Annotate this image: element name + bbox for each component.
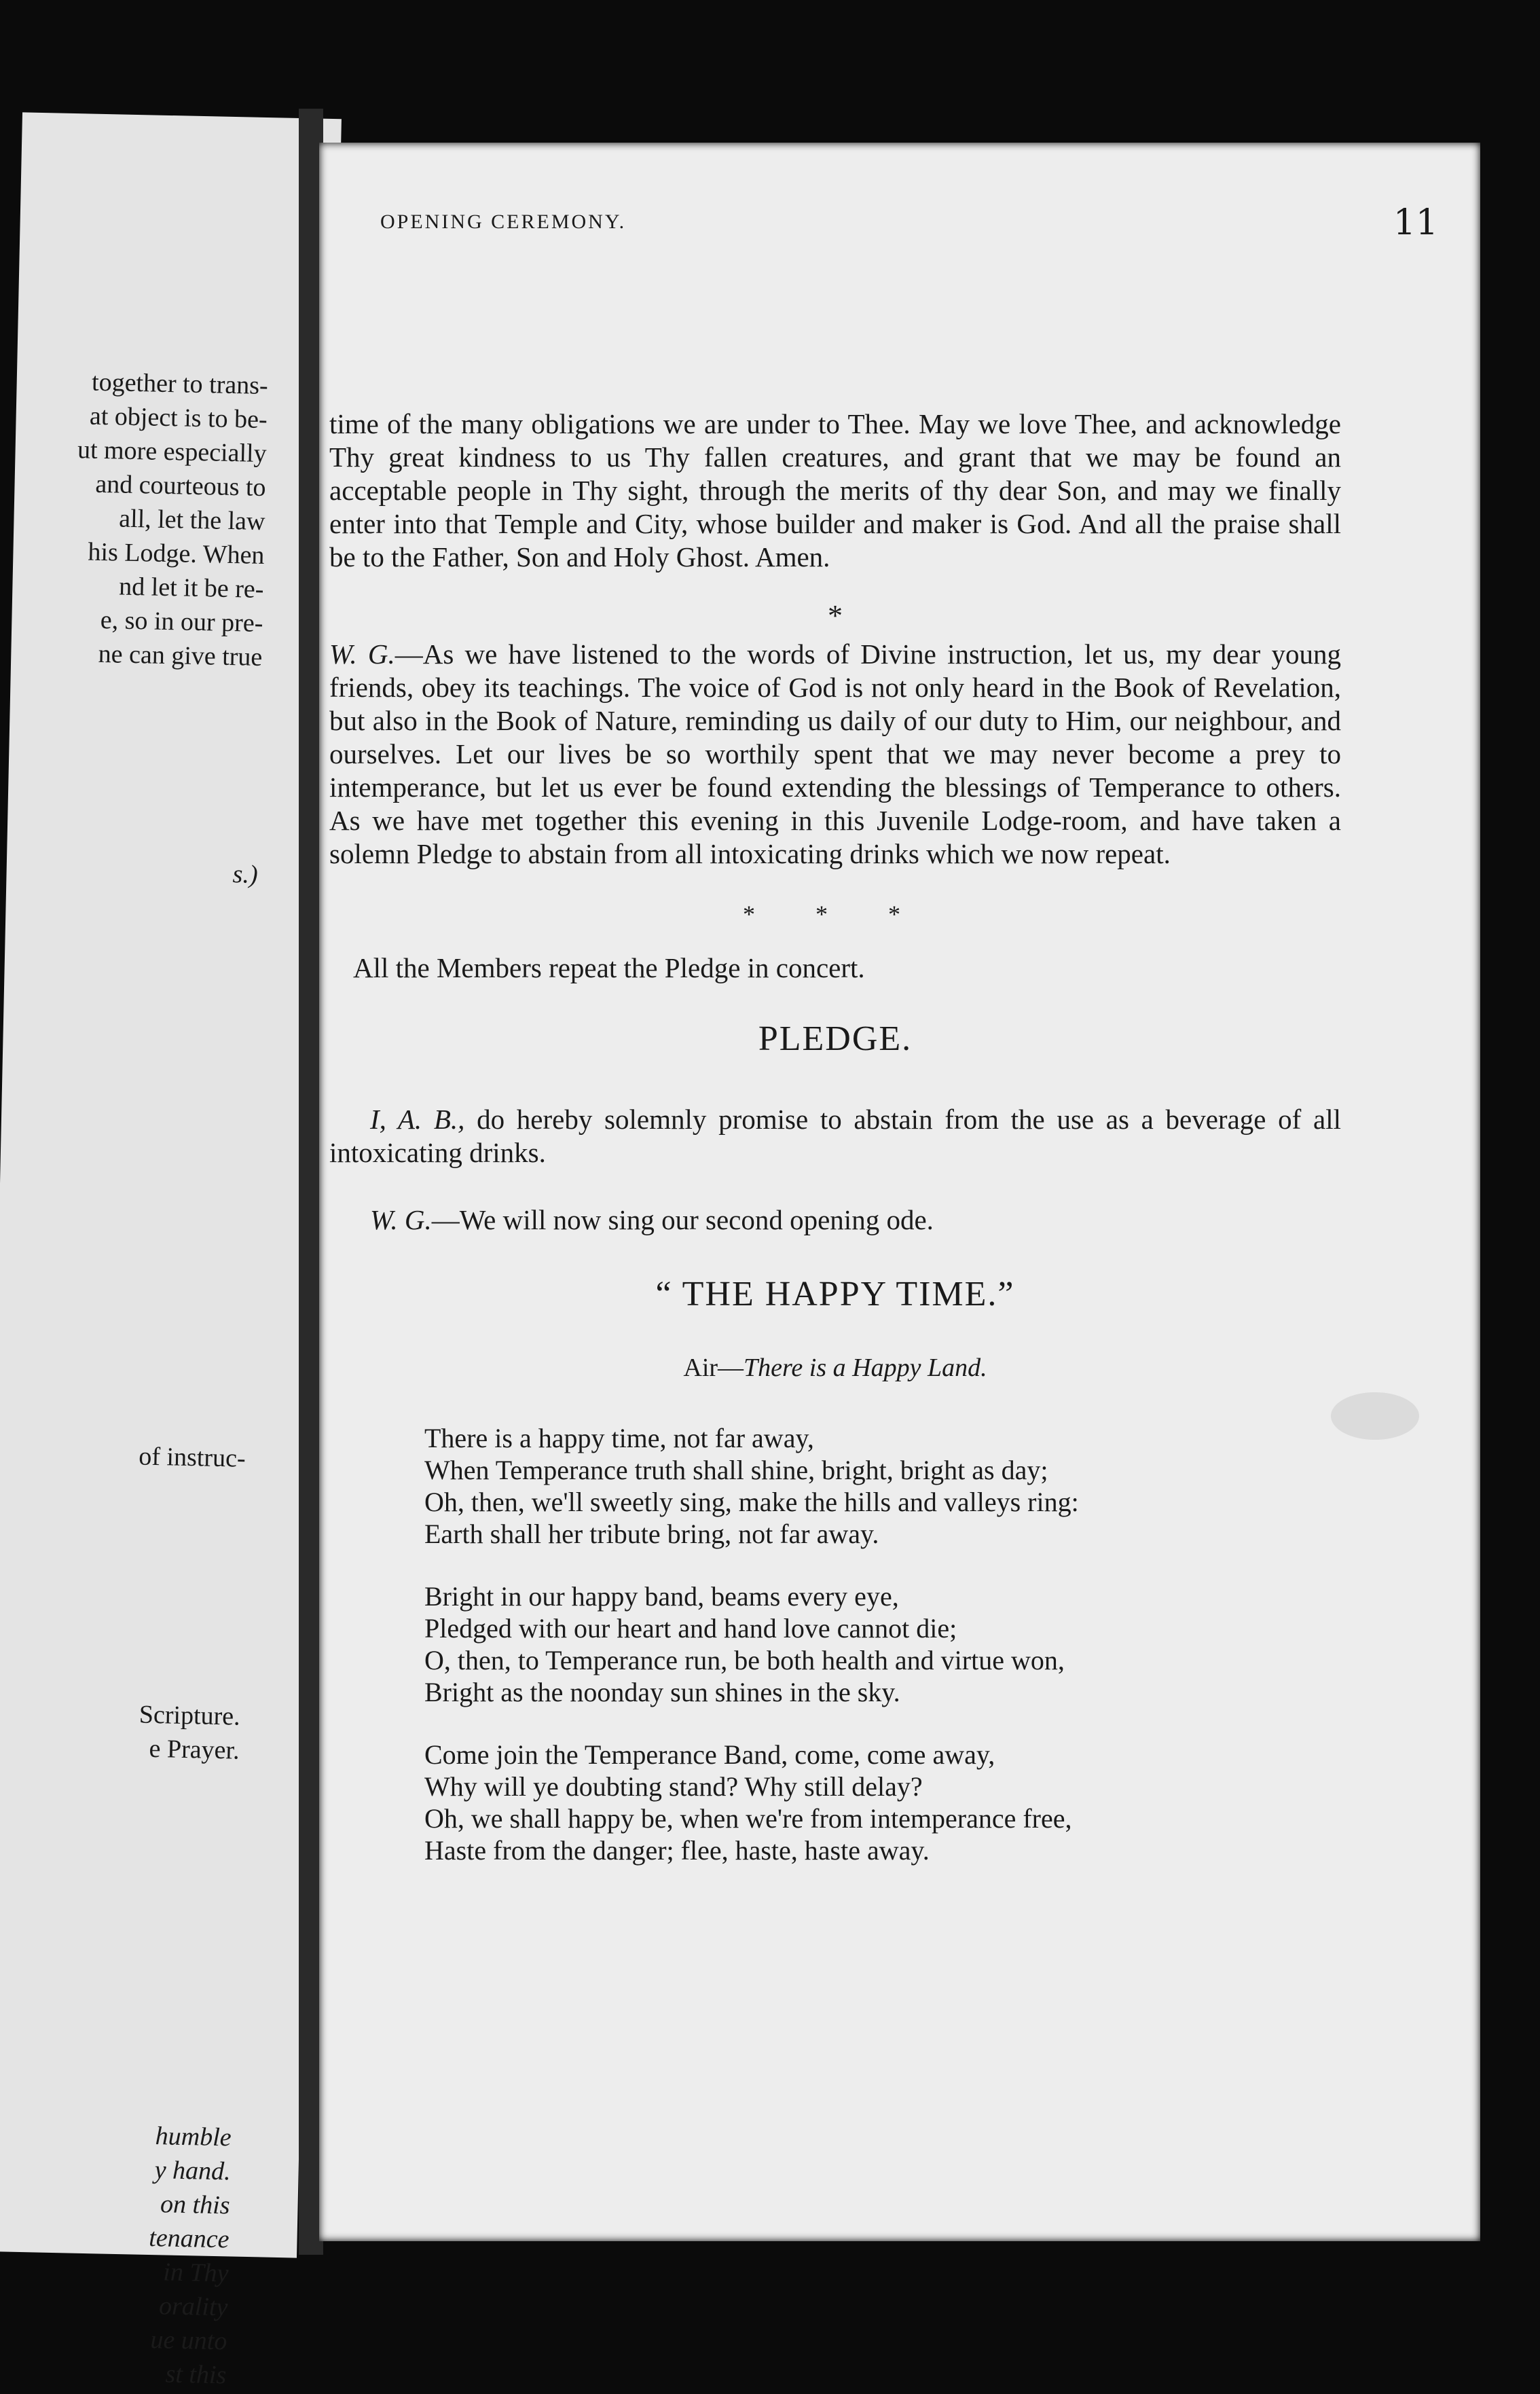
- left-page-text-5: [146, 2119, 232, 2392]
- ode-line: Bright in our happy band, beams every eye,: [424, 1581, 899, 1612]
- ode-stanza: [424, 1739, 1341, 1866]
- running-title: OPENING CEREMONY.: [380, 211, 627, 233]
- ode-stanza: [424, 1422, 1341, 1550]
- left-page-line: st this: [165, 2359, 227, 2390]
- left-page-line: y hand.: [154, 2156, 232, 2186]
- left-page-line: ut more especially: [77, 435, 268, 469]
- section-star: *: [828, 599, 843, 632]
- ode-stanza: [424, 1580, 1341, 1708]
- ode-line: Why will ye doubting stand? Why still delay?: [424, 1771, 923, 1802]
- rubric-instruction: All the Members repeat the Pledge in concert.: [353, 952, 865, 983]
- left-page-line: his Lodge. When: [88, 537, 265, 570]
- ode-title: “ THE HAPPY TIME.”: [655, 1275, 1015, 1313]
- wg-ode-announcement: [370, 1203, 1341, 1237]
- left-page-text-3: [139, 1439, 246, 1475]
- left-page-line: ne can give true: [98, 639, 263, 672]
- left-page-line: Scripture.: [139, 1700, 241, 1731]
- left-page-line: in Thy: [162, 2257, 229, 2288]
- section-stars: * * *: [743, 901, 928, 928]
- ode-line: There is a happy time, not far away,: [424, 1423, 814, 1453]
- left-page-line: orality: [158, 2291, 228, 2322]
- left-page-fragment: [0, 112, 342, 2390]
- page-content: [329, 407, 1341, 1897]
- air-line: [329, 1352, 1341, 1385]
- ode-line: Haste from the danger; flee, haste, haste away.: [424, 1835, 930, 1866]
- ode-line: Oh, we shall happy be, when we're from intemperance free,: [424, 1803, 1072, 1834]
- pledge-who: I, A. B.,: [370, 1104, 465, 1135]
- speaker-label-2: W. G.: [370, 1204, 432, 1235]
- pledge-text: [329, 1103, 1341, 1169]
- ode-line: Come join the Temperance Band, come, come away,: [424, 1739, 995, 1770]
- ode-line: Bright as the noonday sun shines in the sky.: [424, 1677, 900, 1707]
- ode-stanzas: [329, 1422, 1341, 1866]
- air-tune: There is a Happy Land.: [744, 1354, 987, 1382]
- left-page-line: and courteous to: [95, 469, 266, 503]
- air-label: Air—: [683, 1354, 744, 1382]
- left-page-line: humble: [155, 2122, 232, 2152]
- left-page-line: on this: [160, 2190, 230, 2220]
- left-page-line: together to trans-: [91, 367, 269, 401]
- page-number: 11: [1393, 202, 1438, 243]
- left-page-line: ue unto: [150, 2325, 227, 2356]
- ode-line: Oh, then, we'll sweetly sing, make the hills and valleys ring:: [424, 1487, 1079, 1517]
- wg-address-text: —As we have listened to the words of Divine instruction, let us, my dear young friends, obey its teachings. The voice of God is not only heard in the Book of Revelation, but also in the Book of Nature, reminding us daily of our duty to Him, our neighbour, and ourselves. Let our lives be so worthily spent that we may never become a prey to intemperance, but let us ever be found extending the blessings of Temperance to others. As we have met together this evening in this Juvenile Lodge-room, and have taken a solemn Pledge to abstain from all intoxicating drinks which we now repeat.: [329, 638, 1341, 869]
- wg-ode-text: —We will now sing our second opening ode.: [431, 1204, 934, 1235]
- pledge-heading: PLEDGE.: [758, 1019, 913, 1058]
- left-page-text-1: [73, 365, 268, 674]
- prayer-conclusion: time of the many obligations we are under to Thee. May we love Thee, and acknowledge Thy great kindness to us Thy fallen creatures, and grant that we may be found an acceptable people in Thy sight, through the merits of thy dear Son, and may we finally enter into that Temple and City, whose builder and maker is God. And all the praise shall be to the Father, Son and Holy Ghost. Amen.: [329, 408, 1341, 573]
- left-page-line: s.): [232, 860, 259, 889]
- left-page-line: all, let the law: [118, 504, 265, 537]
- speaker-label: W. G.: [329, 638, 395, 670]
- left-page-line: e, so in our pre-: [100, 605, 263, 638]
- ode-line: Pledged with our heart and hand love cannot die;: [424, 1613, 957, 1644]
- ode-line: Earth shall her tribute bring, not far away.: [424, 1519, 879, 1549]
- left-page-line: nd let it be re-: [118, 572, 264, 604]
- left-page-line: tenance: [148, 2224, 230, 2254]
- left-page-line: at object is to be-: [89, 401, 268, 435]
- left-page-text-2: [232, 857, 258, 892]
- left-page-line: of instruc-: [138, 1442, 246, 1473]
- ode-line: When Temperance truth shall shine, bright, bright as day;: [424, 1455, 1048, 1485]
- page-smudge: [1331, 1392, 1419, 1440]
- pledge-body: do hereby solemnly promise to abstain from the use as a beverage of all intoxicating drinks.: [329, 1104, 1341, 1168]
- left-page-line: e Prayer.: [149, 1734, 240, 1765]
- wg-address: [329, 638, 1341, 871]
- ode-line: O, then, to Temperance run, be both health and virtue won,: [424, 1645, 1065, 1675]
- left-page-text-4: [138, 1698, 240, 1768]
